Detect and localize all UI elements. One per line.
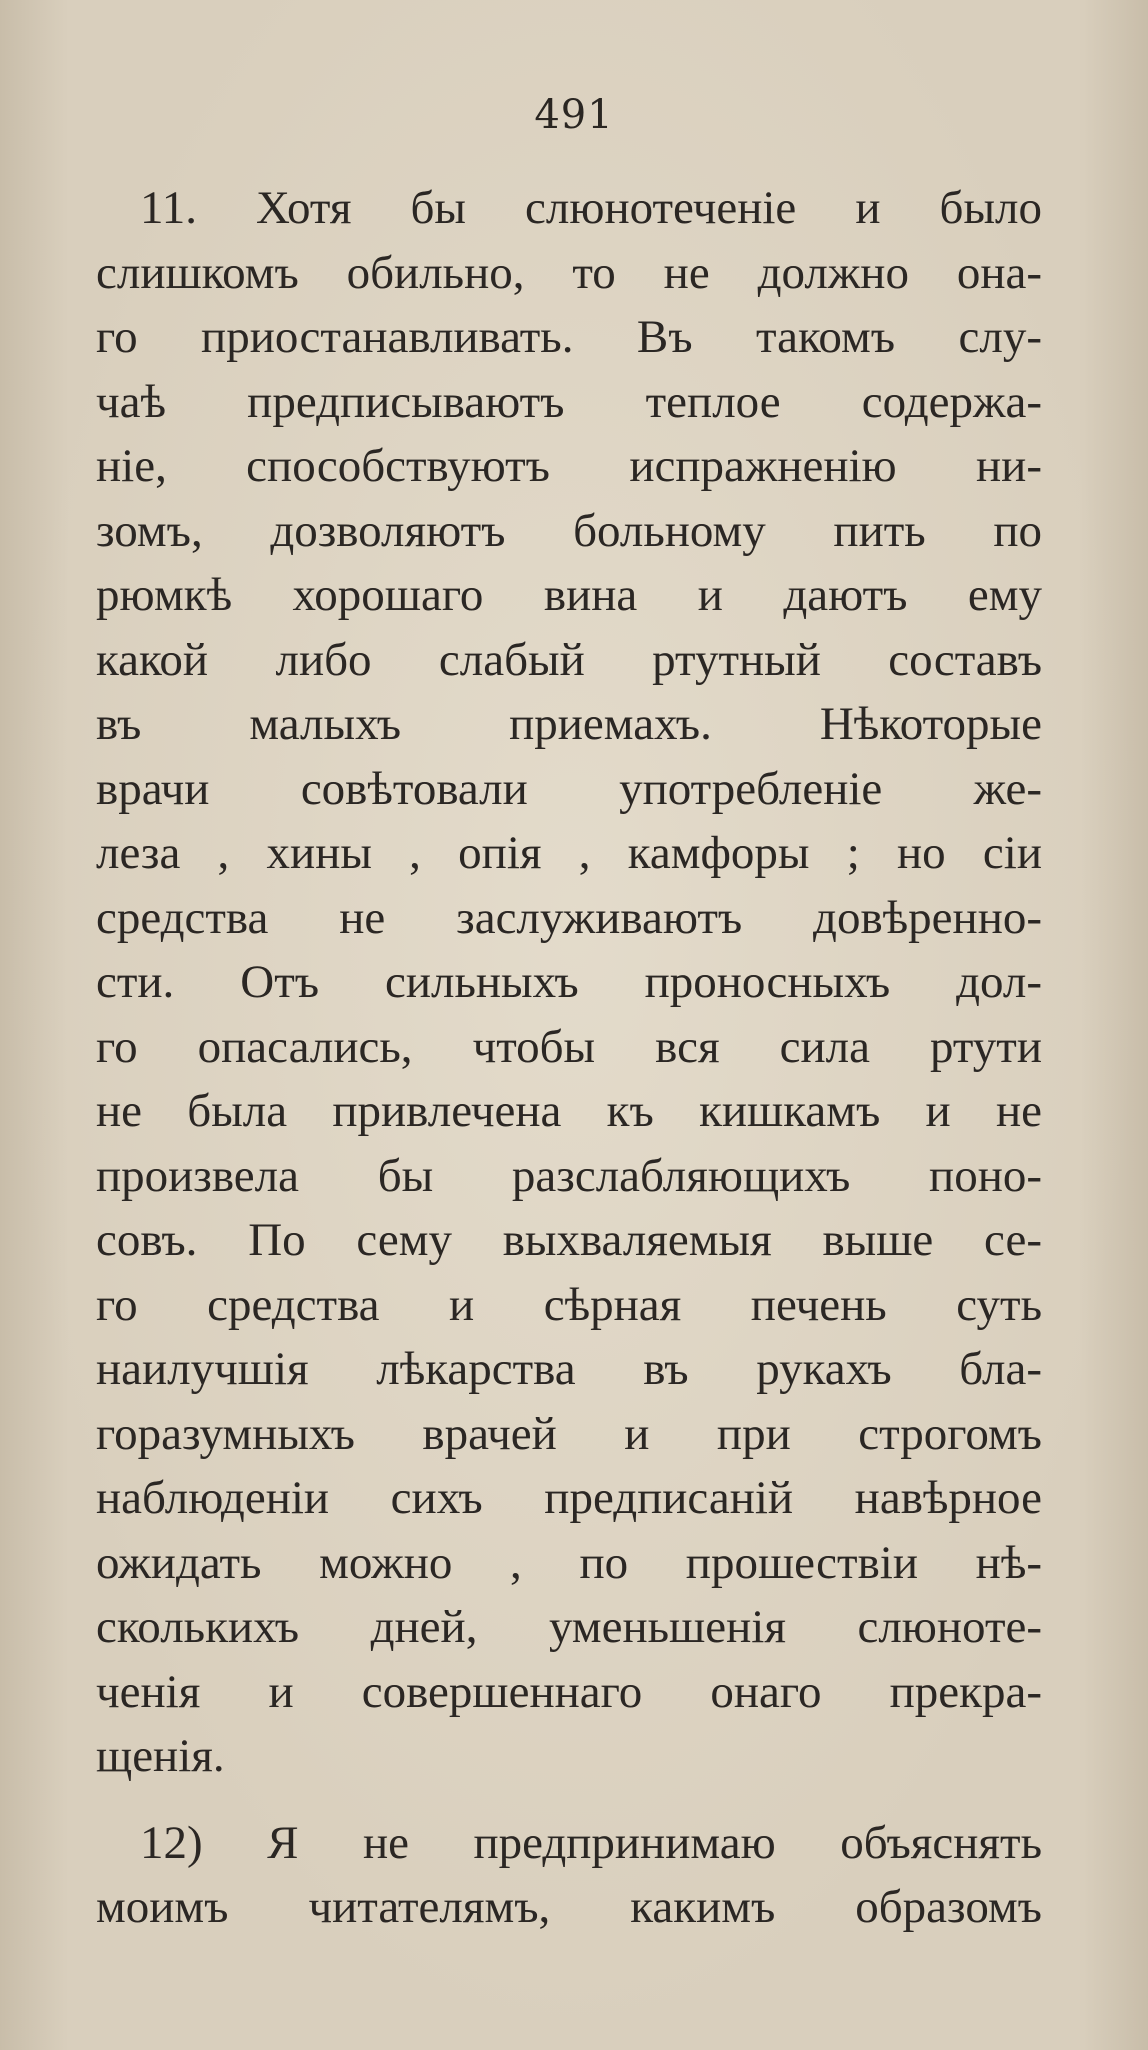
page-number: 491 <box>534 92 614 138</box>
text-line: слишкомъ обильно, то не должно она- <box>96 246 1042 299</box>
paragraph-11 <box>96 176 1042 1789</box>
text-line: 11. Хотя бы слюнотеченіе и было <box>140 182 1042 234</box>
text-line: рюмкѣ хорошаго вина и даютъ ему <box>96 569 1042 621</box>
text-line: щенія. <box>96 1730 225 1782</box>
text-line: наблюденіи сихъ предписаній навѣрное <box>96 1472 1042 1524</box>
text-line: произвела бы разслабляющихъ поно- <box>96 1149 1042 1202</box>
text-line: не была привлечена къ кишкамъ и не <box>96 1085 1042 1137</box>
text-line: какой либо слабый ртутный составъ <box>96 633 1042 686</box>
text-line: горазумныхъ врачей и при строгомъ <box>96 1407 1042 1460</box>
paragraph-12 <box>96 1811 1042 1940</box>
text-line: го опасались, чтобы вся сила ртути <box>96 1020 1042 1073</box>
text-line: средства не заслуживаютъ довѣренно- <box>96 891 1042 944</box>
text-line: врачи совѣтовали употребленіе же- <box>96 762 1042 815</box>
text-line: зомъ, дозволяютъ больному пить по <box>96 504 1042 557</box>
body-text <box>96 176 1042 1940</box>
text-line: чаѣ предписываютъ теплое содержа- <box>96 375 1042 428</box>
text-line: ченія и совершеннаго онаго прекра- <box>96 1665 1042 1718</box>
text-line: го средства и сѣрная печень суть <box>96 1278 1042 1331</box>
text-line: леза , хины , опія , камфоры ; но сіи <box>96 827 1042 879</box>
text-line: 12) Я не предпринимаю объяснять <box>140 1816 1042 1869</box>
text-line: въ малыхъ приемахъ. Нѣкоторые <box>96 698 1042 750</box>
text-line: наилучшія лѣкарства въ рукахъ бла- <box>96 1343 1042 1395</box>
text-line: го приостанавливать. Въ такомъ слу- <box>96 311 1042 363</box>
text-line: сти. Отъ сильныхъ проносныхъ дол- <box>96 956 1042 1008</box>
text-line: ожидать можно , по прошествіи нѣ- <box>96 1536 1042 1589</box>
text-line: совъ. По сему выхваляемыя выше се- <box>96 1214 1042 1266</box>
text-line: моимъ читателямъ, какимъ образомъ <box>96 1881 1042 1933</box>
text-line: ніе, способствуютъ испражненію ни- <box>96 440 1042 492</box>
paragraph-gap <box>96 1789 1042 1811</box>
text-line: сколькихъ дней, уменьшенія слюноте- <box>96 1601 1042 1653</box>
